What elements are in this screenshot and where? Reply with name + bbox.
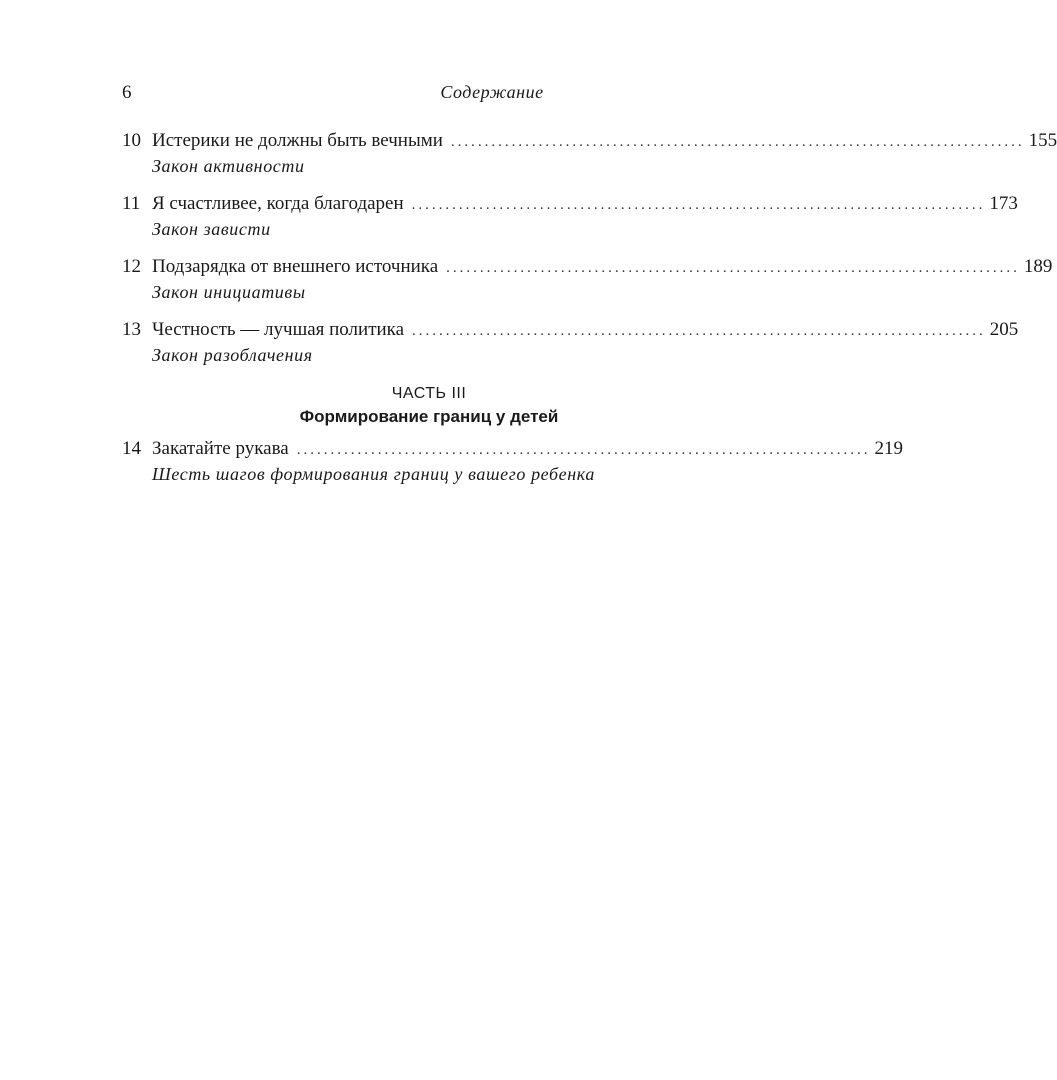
toc-entry (122, 437, 903, 486)
page-number: 6 (122, 82, 132, 103)
chapter-number: 10 (122, 130, 141, 151)
part-heading (122, 383, 736, 429)
toc-entry (122, 129, 1057, 178)
chapter-title: Закатайте рукава (152, 438, 289, 459)
chapter-title: Подзарядка от внешнего источника (152, 256, 439, 277)
chapter-title: Я счастливее, когда благодарен (152, 193, 404, 214)
toc-entry (122, 192, 1018, 241)
toc-entry-line (122, 318, 1019, 343)
toc-entry-line (122, 437, 903, 462)
part-title: Формирование границ у детей (299, 407, 559, 426)
chapter-subtitle: Шесть шагов формирования границ у вашего ребенка (152, 464, 595, 484)
chapter-number: 12 (122, 256, 141, 277)
running-head: Содержание (440, 82, 544, 102)
part-label: ЧАСТЬ III (391, 385, 467, 402)
chapter-subtitle: Закон разоблачения (152, 345, 313, 365)
dot-leader: ..................................................................................... (446, 260, 1020, 276)
dot-leader: ..................................................................................... (296, 442, 871, 458)
dot-leader: ..................................................................................... (450, 134, 1025, 150)
dot-leader: ..................................................................................... (412, 323, 986, 339)
chapter-page: 189 (1023, 256, 1053, 277)
chapter-page: 205 (989, 319, 1019, 340)
chapter-subtitle: Закон инициативы (152, 282, 306, 302)
chapter-title: Истерики не должны быть вечными (152, 130, 443, 151)
toc-entry-line (122, 129, 1057, 154)
chapter-page: 173 (989, 193, 1018, 214)
toc-entry-line (122, 192, 1018, 217)
toc-entry (122, 318, 1019, 367)
chapter-number: 11 (122, 193, 141, 214)
chapter-number: 13 (122, 319, 141, 340)
toc-entry (122, 255, 1053, 304)
table-of-contents (122, 129, 1057, 500)
chapter-title: Честность — лучшая политика (152, 319, 405, 340)
toc-entry-line (122, 255, 1053, 280)
chapter-number: 14 (122, 438, 141, 459)
dot-leader: ..................................................................................... (411, 197, 986, 213)
chapter-page: 155 (1028, 130, 1057, 151)
chapter-subtitle: Закон активности (152, 156, 305, 176)
chapter-page: 219 (874, 438, 903, 459)
chapter-subtitle: Закон зависти (152, 219, 271, 239)
